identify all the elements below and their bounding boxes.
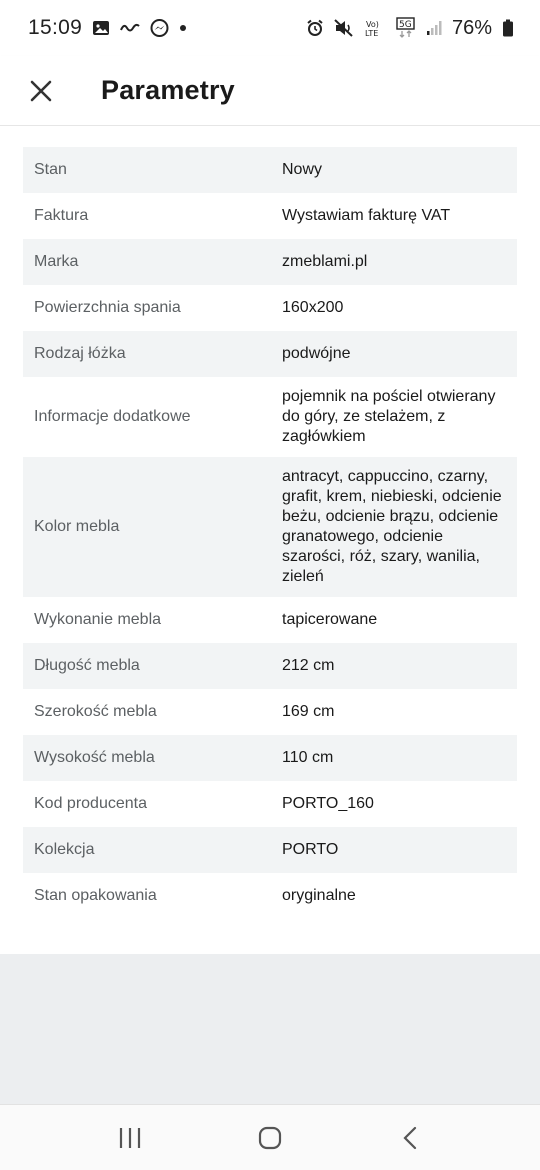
signal-icon: [426, 20, 442, 36]
param-value: Nowy: [282, 161, 323, 178]
table-row: [23, 689, 517, 735]
battery-percent: 76%: [451, 16, 492, 39]
svg-text:Vo): Vo): [365, 20, 379, 29]
table-row: [23, 457, 517, 597]
footer-area: [0, 954, 540, 1104]
status-left: [28, 16, 187, 40]
table-row: [23, 331, 517, 377]
table-row: [23, 193, 517, 239]
param-label: Informacje dodatkowe: [34, 408, 191, 425]
table-row: [23, 597, 517, 643]
param-label: Wykonanie mebla: [34, 611, 162, 628]
param-value: oryginalne: [282, 887, 356, 904]
page-title: Parametry: [101, 75, 235, 105]
table-row: [23, 827, 517, 873]
status-bar: [0, 0, 540, 56]
image-icon: [92, 19, 110, 37]
param-value: Wystawiam fakturę VAT: [282, 207, 451, 224]
app-bar: [0, 56, 540, 126]
home-icon: [258, 1126, 282, 1150]
param-label: Stan: [34, 161, 67, 178]
param-label: Rodzaj łóżka: [34, 345, 126, 362]
close-icon: [30, 80, 52, 102]
table-row: [23, 781, 517, 827]
svg-text:LTE: LTE: [364, 29, 379, 38]
param-label: Stan opakowania: [34, 887, 157, 904]
param-value: 169 cm: [282, 703, 335, 720]
status-time: 15:09: [28, 16, 83, 39]
param-value: PORTO: [282, 841, 339, 858]
dot-icon: [179, 24, 187, 32]
battery-icon: [502, 19, 514, 37]
recent-apps-button[interactable]: [106, 1114, 154, 1162]
close-button[interactable]: [24, 74, 58, 108]
app-notification-icon: [120, 21, 140, 35]
navigation-bar: [0, 1104, 540, 1170]
table-row: [23, 147, 517, 193]
alarm-icon: [306, 19, 324, 37]
recent-apps-icon: [118, 1127, 142, 1149]
table-row: [23, 377, 517, 457]
parameters-table: [23, 147, 517, 919]
param-label: Kolor mebla: [34, 518, 120, 535]
param-value: PORTO_160: [282, 795, 374, 812]
table-row: [23, 735, 517, 781]
param-value: tapicerowane: [282, 611, 378, 628]
param-label: Szerokość mebla: [34, 703, 157, 720]
mute-icon: [334, 19, 354, 37]
param-value: 110 cm: [282, 749, 334, 766]
svg-text:5G: 5G: [398, 20, 412, 30]
back-icon: [402, 1126, 418, 1150]
param-value: 160x200: [282, 299, 344, 316]
param-label: Długość mebla: [34, 657, 140, 674]
param-value: podwójne: [282, 345, 351, 362]
param-label: Powierzchnia spania: [34, 299, 181, 316]
param-value: pojemnik na pościel otwierany do góry, ze stelażem, z zagłówkiem: [282, 388, 496, 445]
status-right: [306, 17, 514, 40]
5g-icon: [396, 17, 416, 39]
messenger-icon: [150, 19, 169, 38]
param-label: Faktura: [34, 207, 89, 224]
param-value: antracyt, cappuccino, czarny, grafit, krem, niebieski, odcienie beżu, odcienie brązu, odcienie granatowego, odcienie szarości, róż, szary, wanilia, zieleń: [282, 468, 502, 585]
table-row: [23, 239, 517, 285]
table-row: [23, 643, 517, 689]
param-label: Wysokość mebla: [34, 749, 155, 766]
parameters-section: [0, 126, 540, 954]
table-row: [23, 285, 517, 331]
volte-icon: [364, 18, 386, 38]
home-button[interactable]: [246, 1114, 294, 1162]
param-label: Kolekcja: [34, 841, 95, 858]
param-label: Marka: [34, 253, 79, 270]
back-button[interactable]: [386, 1114, 434, 1162]
table-row: [23, 873, 517, 919]
param-value: 212 cm: [282, 657, 335, 674]
param-value: zmeblami.pl: [282, 253, 368, 270]
param-label: Kod producenta: [34, 795, 147, 812]
